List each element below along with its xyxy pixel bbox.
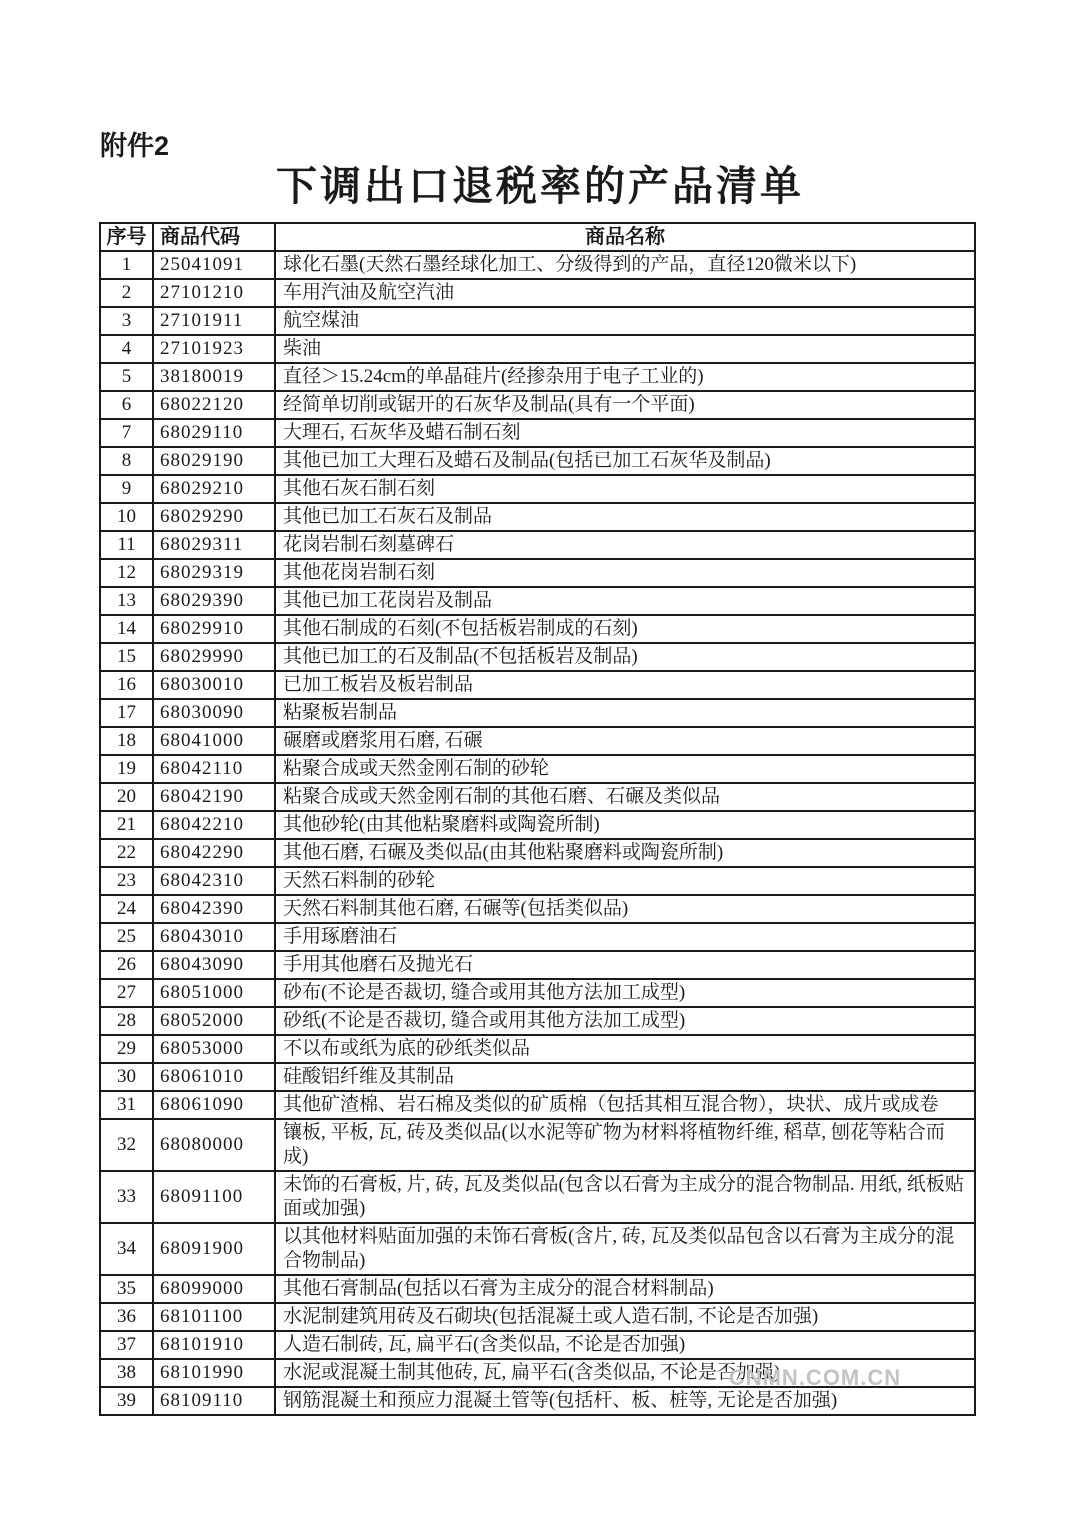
cell-serial: 10	[100, 503, 153, 531]
cell-name: 手用其他磨石及抛光石	[275, 951, 975, 979]
cell-name: 已加工板岩及板岩制品	[275, 671, 975, 699]
table-row	[100, 671, 975, 699]
cell-code: 68052000	[153, 1007, 275, 1035]
cell-name: 水泥制建筑用砖及石砌块(包括混凝土或人造石制, 不论是否加强)	[275, 1303, 975, 1331]
cell-code: 68101100	[153, 1303, 275, 1331]
cell-name: 镶板, 平板, 瓦, 砖及类似品(以水泥等矿物为材料将植物纤维, 稻草, 刨花等粘合而成)	[275, 1119, 975, 1171]
cell-serial: 2	[100, 279, 153, 307]
table-row	[100, 615, 975, 643]
cell-name: 经简单切削或锯开的石灰华及制品(具有一个平面)	[275, 391, 975, 419]
table-row	[100, 447, 975, 475]
cell-code: 68043090	[153, 951, 275, 979]
table-row	[100, 475, 975, 503]
table-row	[100, 307, 975, 335]
table-header-row	[100, 223, 975, 251]
cell-serial: 33	[100, 1171, 153, 1223]
table-row	[100, 419, 975, 447]
cell-code: 68042310	[153, 867, 275, 895]
table-row	[100, 867, 975, 895]
cell-serial: 9	[100, 475, 153, 503]
cell-code: 68029210	[153, 475, 275, 503]
cell-serial: 24	[100, 895, 153, 923]
cell-name: 未饰的石膏板, 片, 砖, 瓦及类似品(包含以石膏为主成分的混合物制品. 用纸, 纸板贴面或加强)	[275, 1171, 975, 1223]
cell-code: 68109110	[153, 1387, 275, 1415]
watermark: CNMN.COM.CN	[728, 1365, 902, 1390]
cell-code: 68051000	[153, 979, 275, 1007]
cell-code: 68061010	[153, 1063, 275, 1091]
cell-name: 人造石制砖, 瓦, 扁平石(含类似品, 不论是否加强)	[275, 1331, 975, 1359]
column-header-serial: 序号	[100, 223, 153, 251]
cell-code: 68043010	[153, 923, 275, 951]
cell-name: 其他石磨, 石碾及类似品(由其他粘聚磨料或陶瓷所制)	[275, 839, 975, 867]
page-title: 下调出口退税率的产品清单	[276, 163, 804, 209]
table-row	[100, 1063, 975, 1091]
table-row	[100, 503, 975, 531]
table-row	[100, 559, 975, 587]
cell-name: 其他石灰石制石刻	[275, 475, 975, 503]
cell-code: 68029319	[153, 559, 275, 587]
column-header-code: 商品代码	[153, 223, 275, 251]
table-row	[100, 839, 975, 867]
cell-serial: 21	[100, 811, 153, 839]
table-row	[100, 1091, 975, 1119]
cell-serial: 14	[100, 615, 153, 643]
cell-serial: 23	[100, 867, 153, 895]
table-row	[100, 531, 975, 559]
cell-serial: 37	[100, 1331, 153, 1359]
cell-serial: 7	[100, 419, 153, 447]
cell-name: 碾磨或磨浆用石磨, 石碾	[275, 727, 975, 755]
table-row	[100, 811, 975, 839]
cell-code: 68041000	[153, 727, 275, 755]
table-row	[100, 1007, 975, 1035]
table-row	[100, 279, 975, 307]
cell-serial: 17	[100, 699, 153, 727]
table-row	[100, 979, 975, 1007]
table-row	[100, 1303, 975, 1331]
cell-name: 车用汽油及航空汽油	[275, 279, 975, 307]
cell-serial: 26	[100, 951, 153, 979]
cell-code: 68080000	[153, 1119, 275, 1171]
cell-serial: 15	[100, 643, 153, 671]
cell-name: 球化石墨(天然石墨经球化加工、分级得到的产品，直径120微米以下)	[275, 251, 975, 279]
cell-name: 其他已加工大理石及蜡石及制品(包括已加工石灰华及制品)	[275, 447, 975, 475]
cell-serial: 30	[100, 1063, 153, 1091]
cell-name: 粘聚板岩制品	[275, 699, 975, 727]
cell-serial: 31	[100, 1091, 153, 1119]
cell-serial: 38	[100, 1359, 153, 1387]
cell-name: 其他已加工花岗岩及制品	[275, 587, 975, 615]
cell-code: 68042110	[153, 755, 275, 783]
table-row	[100, 363, 975, 391]
cell-serial: 25	[100, 923, 153, 951]
cell-code: 68091900	[153, 1223, 275, 1275]
cell-serial: 35	[100, 1275, 153, 1303]
cell-name: 天然石料制的砂轮	[275, 867, 975, 895]
cell-code: 68099000	[153, 1275, 275, 1303]
cell-serial: 34	[100, 1223, 153, 1275]
cell-code: 27101911	[153, 307, 275, 335]
table-row	[100, 895, 975, 923]
cell-name: 以其他材料贴面加强的未饰石膏板(含片, 砖, 瓦及类似品包含以石膏为主成分的混合物制品)	[275, 1223, 975, 1275]
table-row	[100, 951, 975, 979]
cell-name: 其他石制成的石刻(不包括板岩制成的石刻)	[275, 615, 975, 643]
cell-serial: 20	[100, 783, 153, 811]
table-row	[100, 335, 975, 363]
cell-serial: 12	[100, 559, 153, 587]
cell-serial: 19	[100, 755, 153, 783]
cell-name: 直径＞15.24cm的单晶硅片(经掺杂用于电子工业的)	[275, 363, 975, 391]
cell-name: 砂纸(不论是否裁切, 缝合或用其他方法加工成型)	[275, 1007, 975, 1035]
cell-code: 68030010	[153, 671, 275, 699]
table-row	[100, 1387, 975, 1415]
cell-code: 68101990	[153, 1359, 275, 1387]
cell-code: 68029990	[153, 643, 275, 671]
table-row	[100, 727, 975, 755]
cell-serial: 36	[100, 1303, 153, 1331]
cell-code: 68042190	[153, 783, 275, 811]
cell-serial: 27	[100, 979, 153, 1007]
table-row	[100, 1223, 975, 1275]
cell-name: 其他矿渣棉、岩石棉及类似的矿质棉（包括其相互混合物），块状、成片或成卷	[275, 1091, 975, 1119]
cell-code: 68053000	[153, 1035, 275, 1063]
cell-code: 68030090	[153, 699, 275, 727]
table-row	[100, 923, 975, 951]
cell-name: 硅酸铝纤维及其制品	[275, 1063, 975, 1091]
cell-code: 68042390	[153, 895, 275, 923]
cell-serial: 39	[100, 1387, 153, 1415]
cell-code: 68029290	[153, 503, 275, 531]
table-row	[100, 699, 975, 727]
cell-name: 航空煤油	[275, 307, 975, 335]
cell-serial: 1	[100, 251, 153, 279]
cell-name: 不以布或纸为底的砂纸类似品	[275, 1035, 975, 1063]
table-row	[100, 1035, 975, 1063]
cell-code: 68022120	[153, 391, 275, 419]
cell-code: 68029110	[153, 419, 275, 447]
table-row	[100, 1275, 975, 1303]
cell-serial: 13	[100, 587, 153, 615]
cell-serial: 22	[100, 839, 153, 867]
cell-code: 25041091	[153, 251, 275, 279]
cell-code: 68101910	[153, 1331, 275, 1359]
cell-name: 大理石, 石灰华及蜡石制石刻	[275, 419, 975, 447]
cell-name: 手用琢磨油石	[275, 923, 975, 951]
table-row	[100, 1119, 975, 1171]
cell-code: 68029190	[153, 447, 275, 475]
attachment-label: 附件2	[100, 131, 170, 161]
cell-serial: 28	[100, 1007, 153, 1035]
cell-name: 其他已加工的石及制品(不包括板岩及制品)	[275, 643, 975, 671]
cell-serial: 5	[100, 363, 153, 391]
column-header-name: 商品名称	[275, 223, 975, 251]
cell-serial: 4	[100, 335, 153, 363]
table-row	[100, 391, 975, 419]
cell-code: 68061090	[153, 1091, 275, 1119]
cell-serial: 16	[100, 671, 153, 699]
cell-name: 粘聚合成或天然金刚石制的砂轮	[275, 755, 975, 783]
cell-name: 粘聚合成或天然金刚石制的其他石磨、石碾及类似品	[275, 783, 975, 811]
cell-code: 68042290	[153, 839, 275, 867]
table-row	[100, 251, 975, 279]
cell-name: 天然石料制其他石磨, 石碾等(包括类似品)	[275, 895, 975, 923]
cell-code: 68029390	[153, 587, 275, 615]
cell-name: 其他已加工石灰石及制品	[275, 503, 975, 531]
cell-name: 砂布(不论是否裁切, 缝合或用其他方法加工成型)	[275, 979, 975, 1007]
cell-serial: 8	[100, 447, 153, 475]
cell-serial: 11	[100, 531, 153, 559]
cell-serial: 32	[100, 1119, 153, 1171]
cell-code: 68029311	[153, 531, 275, 559]
cell-name: 钢筋混凝土和预应力混凝土管等(包括杆、板、桩等, 无论是否加强)	[275, 1387, 975, 1415]
cell-code: 27101923	[153, 335, 275, 363]
cell-serial: 18	[100, 727, 153, 755]
cell-code: 68091100	[153, 1171, 275, 1223]
table-row	[100, 1331, 975, 1359]
cell-code: 27101210	[153, 279, 275, 307]
cell-name: 水泥或混凝土制其他砖, 瓦, 扁平石(含类似品, 不论是否加强)	[275, 1359, 975, 1387]
cell-code: 38180019	[153, 363, 275, 391]
cell-name: 其他花岗岩制石刻	[275, 559, 975, 587]
cell-code: 68029910	[153, 615, 275, 643]
cell-serial: 3	[100, 307, 153, 335]
cell-code: 68042210	[153, 811, 275, 839]
table-row	[100, 587, 975, 615]
table-row	[100, 1171, 975, 1223]
cell-name: 花岗岩制石刻墓碑石	[275, 531, 975, 559]
cell-name: 其他砂轮(由其他粘聚磨料或陶瓷所制)	[275, 811, 975, 839]
table-row	[100, 755, 975, 783]
cell-name: 其他石膏制品(包括以石膏为主成分的混合材料制品)	[275, 1275, 975, 1303]
cell-serial: 29	[100, 1035, 153, 1063]
table-row	[100, 783, 975, 811]
table-body	[100, 251, 975, 1415]
product-table	[99, 222, 976, 1416]
cell-serial: 6	[100, 391, 153, 419]
table-row	[100, 643, 975, 671]
cell-name: 柴油	[275, 335, 975, 363]
